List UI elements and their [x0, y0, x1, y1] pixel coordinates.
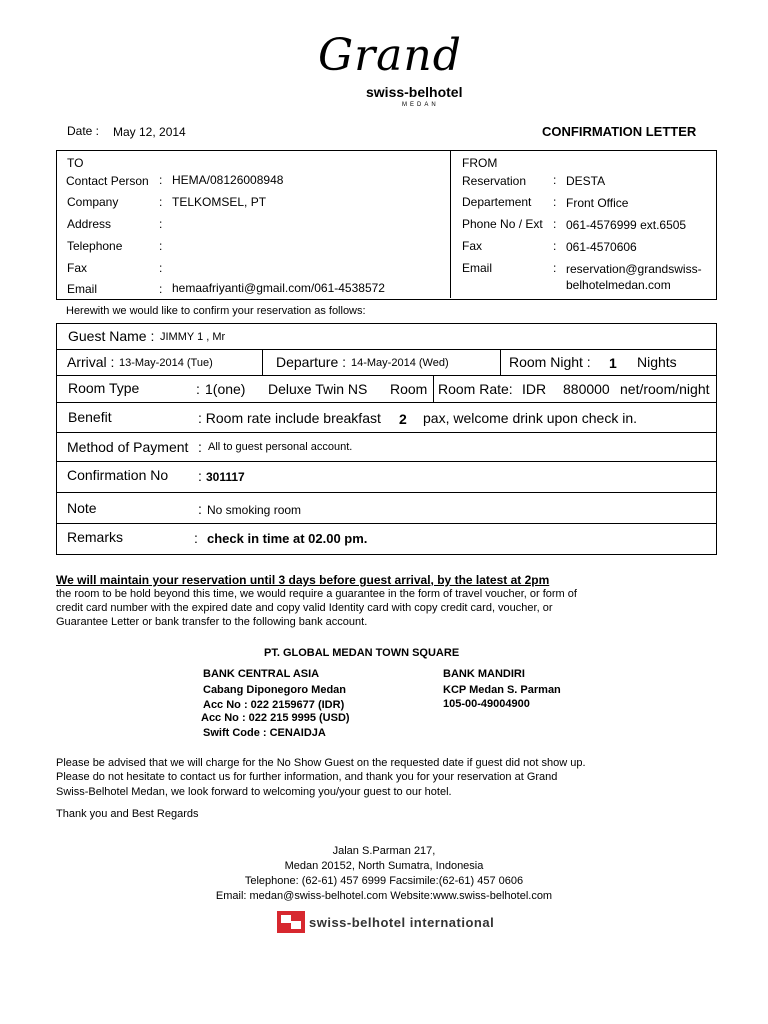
benefit-label: Benefit [68, 409, 112, 425]
departure-value: 14-May-2014 (Wed) [351, 357, 449, 369]
logo-city: MEDAN [402, 102, 439, 108]
table-rule [57, 523, 716, 524]
to-label: Address [67, 217, 112, 231]
policy-line: credit card number with the expired date and copy valid Identity card with copy credit card, voucher, or [56, 602, 553, 614]
arrival-label: Arrival : [67, 354, 115, 370]
from-sep: : [553, 217, 557, 231]
policy-line: Guarantee Letter or bank transfer to the following bank account. [56, 616, 368, 628]
closing-line: Please do not hesitate to contact us for further information, and thank you for your reservation at Grand [56, 771, 558, 783]
from-value: Front Office [566, 196, 629, 210]
date-label: Date : [67, 124, 100, 138]
to-sep: : [159, 239, 163, 253]
note-value: No smoking room [207, 503, 302, 517]
page-title: CONFIRMATION LETTER [542, 124, 697, 139]
from-label: Email [462, 261, 493, 275]
to-label: Fax [67, 261, 88, 275]
bank-line: Acc No : 022 2159677 (IDR) [203, 699, 345, 711]
payment-value: All to guest personal account. [208, 441, 353, 453]
room-type-count: 1(one) [205, 381, 246, 397]
remarks-sep: : [194, 530, 198, 546]
bank-line: BANK CENTRAL ASIA [203, 668, 320, 680]
nights-label: Nights [637, 354, 677, 370]
to-sep: : [159, 173, 163, 187]
to-heading: TO [67, 156, 84, 170]
room-word: Room [390, 381, 428, 397]
address-divider [450, 151, 451, 298]
table-rule [57, 461, 716, 462]
to-label: Email [67, 282, 98, 296]
table-col-rule [433, 376, 434, 402]
from-value: DESTA [566, 174, 606, 188]
arrival-value: 13-May-2014 (Tue) [119, 357, 213, 369]
confirmation-sep: : [198, 468, 202, 484]
from-sep: : [553, 173, 557, 187]
table-col-rule [500, 350, 501, 375]
from-value: 061-4570606 [566, 240, 637, 254]
from-sep: : [553, 239, 557, 253]
to-label: Contact Person [66, 174, 149, 188]
from-sep: : [553, 261, 557, 275]
table-col-rule [262, 350, 263, 375]
table-rule [57, 492, 716, 493]
from-value: 061-4576999 ext.6505 [566, 218, 687, 232]
closing-regards: Thank you and Best Regards [56, 808, 199, 820]
confirmation-label: Confirmation No [67, 467, 169, 483]
room-type-sep: : [196, 381, 200, 397]
room-rate-unit: net/room/night [620, 381, 710, 397]
confirmation-value: 301117 [206, 470, 245, 484]
bank-line: Acc No : 022 215 9995 (USD) [201, 712, 350, 724]
to-sep: : [159, 282, 163, 296]
guest-value: JIMMY 1 , Mr [160, 331, 226, 343]
table-rule [57, 375, 716, 376]
bank-line: Swift Code : CENAIDJA [203, 727, 326, 739]
table-rule [57, 432, 716, 433]
from-value-cont: belhotelmedan.com [566, 278, 671, 292]
to-sep: : [159, 217, 163, 231]
policy-headline: We will maintain your reservation until 3 days before guest arrival, by the latest at 2pm [56, 573, 550, 587]
footer-brand-text: swiss-belhotel international [309, 915, 495, 930]
payment-sep: : [198, 439, 202, 455]
footer-line: Jalan S.Parman 217, [332, 845, 436, 857]
bank-company: PT. GLOBAL MEDAN TOWN SQUARE [264, 647, 460, 659]
departure-label: Departure : [276, 354, 347, 370]
swiss-belhotel-logo-icon [277, 911, 305, 933]
benefit-pax: 2 [399, 411, 407, 427]
footer-line: Medan 20152, North Sumatra, Indonesia [284, 860, 484, 872]
date-value: May 12, 2014 [113, 125, 186, 139]
from-label: Phone No / Ext [462, 217, 543, 231]
policy-line: the room to be hold beyond this time, we would require a guarantee in the form of travel voucher, or form of [56, 588, 577, 600]
payment-label: Method of Payment [67, 439, 189, 455]
note-sep: : [198, 501, 202, 517]
from-label: Fax [462, 239, 483, 253]
benefit-text-cont: pax, welcome drink upon check in. [423, 410, 637, 426]
note-label: Note [67, 500, 97, 516]
to-value: hemaafriyanti@gmail.com/061-4538572 [172, 281, 385, 295]
remarks-label: Remarks [67, 529, 124, 545]
room-rate-label: Room Rate: [438, 381, 513, 397]
table-rule [57, 402, 716, 403]
intro-text: Herewith we would like to confirm your reservation as follows: [66, 305, 366, 317]
bank-line: Cabang Diponegoro Medan [203, 684, 346, 696]
room-rate-currency: IDR [522, 381, 547, 397]
from-sep: : [553, 195, 557, 209]
table-rule [57, 349, 716, 350]
to-sep: : [159, 261, 163, 275]
bank-line: 105-00-49004900 [443, 698, 530, 710]
logo-brand: swiss-belhotel [366, 84, 463, 100]
room-type-name: Deluxe Twin NS [268, 381, 368, 397]
guest-label: Guest Name : [68, 328, 155, 344]
room-night-label: Room Night : [509, 354, 591, 370]
benefit-text: : Room rate include breakfast [198, 410, 381, 426]
from-label: Departement [462, 195, 532, 209]
footer-line: Telephone: (62-61) 457 6999 Facsimile:(62-61) 457 0606 [244, 875, 524, 887]
room-rate-value: 880000 [563, 381, 610, 397]
to-sep: : [159, 195, 163, 209]
closing-line: Swiss-Belhotel Medan, we look forward to welcoming you/your guest to our hotel. [56, 786, 452, 798]
closing-line: Please be advised that we will charge for the No Show Guest on the requested date if guest did not show up. [56, 757, 586, 769]
room-type-label: Room Type [68, 380, 140, 396]
from-value: reservation@grandswiss- [566, 262, 702, 276]
room-night-value: 1 [609, 355, 617, 371]
to-value: TELKOMSEL, PT [172, 195, 267, 209]
from-label: Reservation [462, 174, 527, 188]
to-value: HEMA/08126008948 [172, 173, 284, 187]
bank-line: BANK MANDIRI [443, 668, 525, 680]
bank-line: KCP Medan S. Parman [443, 684, 561, 696]
to-label: Telephone [67, 239, 123, 253]
remarks-value: check in time at 02.00 pm. [207, 531, 368, 546]
footer-line: Email: medan@swiss-belhotel.com Website:www.swiss-belhotel.com [215, 890, 553, 902]
to-label: Company [67, 195, 119, 209]
from-heading: FROM [462, 156, 498, 170]
logo-script: Grand [318, 30, 462, 81]
